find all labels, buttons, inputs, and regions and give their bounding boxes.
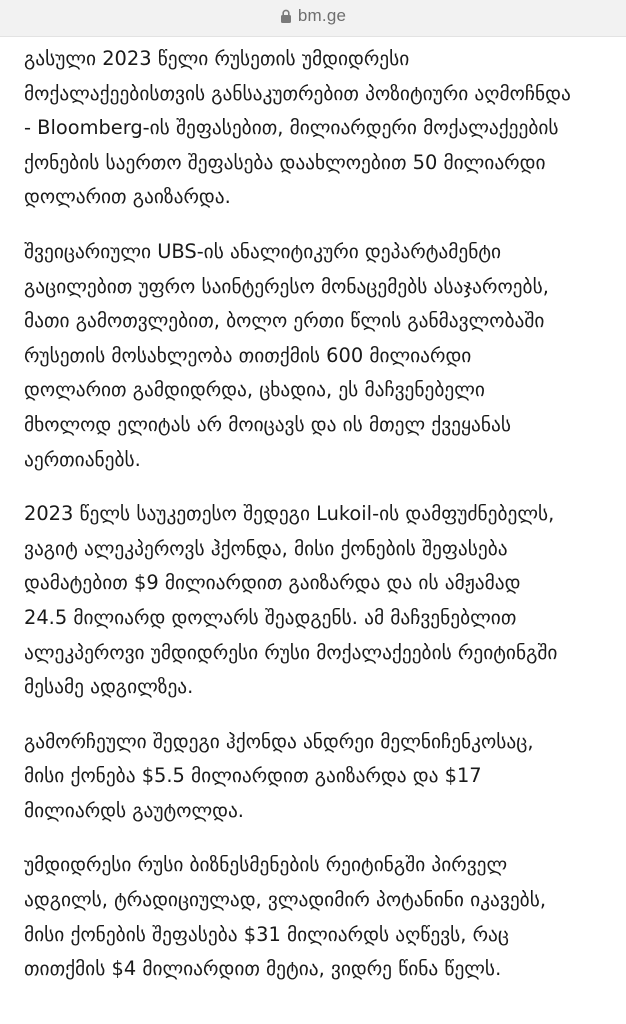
paragraph-line: დამატებით $9 მილიარდით გაიზარდა და ის ამჟამად xyxy=(24,571,521,595)
paragraph-line: მილიარდს გაუტოლდა. xyxy=(24,798,244,822)
paragraph-line: 2023 წელს საუკეთესო შედეგი Lukoil-ის დამფუძნებელს, xyxy=(24,502,555,526)
paragraph-line: ადგილს, ტრადიციულად, ვლადიმირ პოტანინი იკავებს, xyxy=(24,888,546,912)
paragraph-line: მათი გამოთვლებით, ბოლო ერთი წლის განმავლობაში xyxy=(24,309,545,333)
paragraph-line: - Bloomberg-ის შეფასებით, მილიარდერი მოქალაქეების xyxy=(24,116,559,140)
paragraph-line: დოლარით გაიზარდა. xyxy=(24,185,231,209)
paragraph-line: მხოლოდ ელიტას არ მოიცავს და ის მთელ ქვეყანას xyxy=(24,412,512,436)
paragraph-line: გასული 2023 წელი რუსეთის უმდიდრესი xyxy=(24,47,410,70)
article-paragraph xyxy=(24,725,614,829)
article-paragraph xyxy=(24,848,614,986)
lock-icon xyxy=(280,9,292,23)
paragraph-line: გაცილებით უფრო საინტერესო მონაცემებს ასაჯაროებს, xyxy=(24,274,549,298)
paragraph-line: თითქმის $4 მილიარდით მეტია, ვიდრე წინა წელს. xyxy=(24,957,502,981)
article-paragraph xyxy=(24,497,614,705)
paragraph-line: გამორჩეული შედეგი ჰქონდა ანდრეი მელნიჩენკოსაც, xyxy=(24,729,534,753)
paragraph-line: უმდიდრესი რუსი ბიზნესმენების რეიტინგში პირველ xyxy=(24,853,508,877)
browser-address-bar[interactable] xyxy=(0,0,626,37)
paragraph-line: მესამე ადგილზეა. xyxy=(24,675,194,699)
url-text: bm.ge xyxy=(297,6,347,25)
paragraph-line: შვეიცარიული UBS-ის ანალიტიკური დეპარტამენტი xyxy=(24,239,502,263)
article-paragraph xyxy=(24,42,614,215)
paragraph-line: 24.5 მილიარდ დოლარს შეადგენს. ამ მაჩვენებლით xyxy=(24,605,517,629)
article-body xyxy=(24,42,614,1007)
paragraph-line: მისი ქონება $5.5 მილიარდით გაიზარდა და $17 xyxy=(24,764,482,788)
paragraph-line: მისი ქონების შეფასება $31 მილიარდს აღწევს, რაც xyxy=(24,922,509,946)
paragraph-line: ვაგიტ ალეკპეროვს ჰქონდა, მისი ქონების შეფასება xyxy=(24,536,508,560)
paragraph-line: ქონების საერთო შეფასება დაახლოებით 50 მილიარდი xyxy=(24,150,546,174)
paragraph-line: ალეკპეროვი უმდიდრესი რუსი მოქალაქეების რეიტინგში xyxy=(24,640,558,664)
paragraph-line: დოლარით გამდიდრდა, ცხადია, ეს მაჩვენებელი xyxy=(24,378,485,402)
paragraph-line: რუსეთის მოსახლეობა თითქმის 600 მილიარდი xyxy=(24,343,472,367)
article-paragraph xyxy=(24,235,614,477)
url-display[interactable] xyxy=(280,6,346,26)
paragraph-line: მოქალაქეებისთვის განსაკუთრებით პოზიტიური აღმოჩნდა xyxy=(24,81,571,105)
paragraph-line: აერთიანებს. xyxy=(24,447,141,471)
